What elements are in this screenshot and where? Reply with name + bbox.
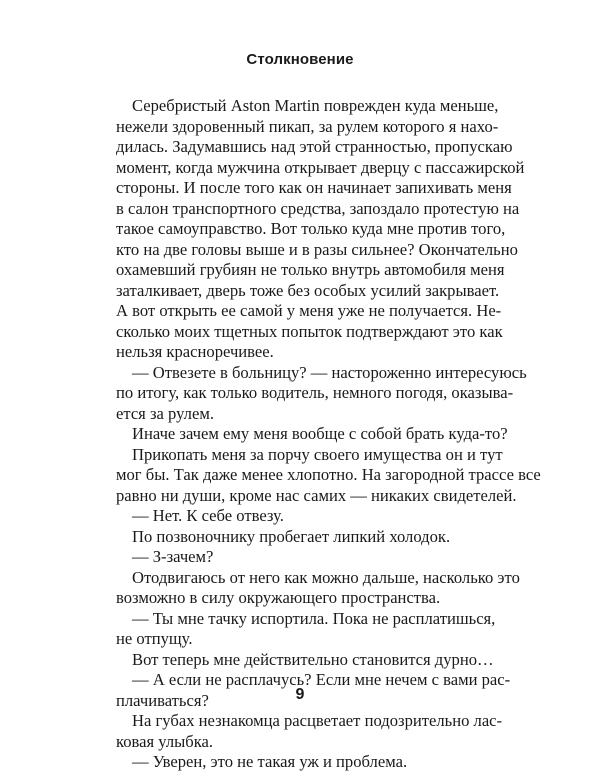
text-line: возможно в силу окружающего пространства.	[116, 588, 441, 607]
text-line: такое самоуправство. Вот только куда мне против того,	[116, 219, 506, 238]
text-line: — Отвезете в больницу? — настороженно интересуюсь	[132, 362, 527, 382]
text-line: дилась. Задумавшись над этой странностью, пропускаю	[116, 137, 513, 156]
text-line: нельзя красноречивее.	[116, 342, 274, 361]
text-line: в салон транспортного средства, запоздало протестую на	[116, 198, 520, 218]
text-line: заталкивает, дверь тоже без особых усилий закрывает.	[116, 280, 500, 300]
text-line: Серебристый Aston Martin поврежден куда меньше,	[132, 96, 499, 115]
text-line: сколько моих тщетных попыток подтверждают это как	[116, 321, 503, 341]
text-line: По позвоночнику пробегает липкий холодок.	[132, 526, 451, 546]
text-line: нежели здоровенный пикап, за рулем которого я нахо-	[116, 116, 499, 136]
text-line: Прикопать меня за порчу своего имущества он и тут	[132, 444, 503, 464]
text-line: — А если не расплачусь? Если мне нечем с вами рас-	[132, 670, 511, 689]
text-line: ковая улыбка.	[116, 731, 214, 751]
text-line: ется за рулем.	[116, 403, 214, 423]
text-line: охамевший грубиян не только внутрь автомобиля меня	[116, 260, 505, 279]
text-line: плачиваться?	[116, 690, 209, 710]
text-line: — Ты мне тачку испортила. Пока не расплатишься,	[132, 608, 496, 628]
text-line: А вот открыть ее самой у меня уже не получается. Не-	[116, 301, 502, 320]
text-line: мог бы. Так даже менее хлопотно. На загородной трассе все	[116, 465, 541, 484]
text-line: Иначе зачем ему меня вообще с собой брать куда-то?	[132, 424, 508, 443]
body-text	[116, 96, 541, 773]
text-line: На губах незнакомца расцветает подозрительно лас-	[132, 711, 503, 730]
text-line: — Уверен, это не такая уж и проблема.	[132, 752, 408, 771]
text-line: кто на две головы выше и в разы сильнее? Окончательно	[116, 239, 518, 259]
text-line: не отпущу.	[116, 629, 193, 648]
text-line: — Нет. К себе отвезу.	[132, 506, 284, 525]
text-line: момент, когда мужчина открывает дверцу с пассажирской	[116, 157, 525, 177]
text-line: Вот теперь мне действительно становится дурно…	[132, 649, 494, 669]
text-line: стороны. И после того как он начинает запихивать меня	[116, 178, 512, 197]
page-number: 9	[295, 686, 305, 703]
text-line: равно ни души, кроме нас самих — никаких свидетелей.	[116, 485, 517, 505]
text-line: по итогу, как только водитель, немного погодя, оказыва-	[116, 383, 514, 402]
chapter-title: Столкновение	[246, 51, 354, 68]
text-line: — З-зачем?	[132, 547, 214, 566]
text-line: Отодвигаюсь от него как можно дальше, насколько это	[132, 567, 520, 587]
